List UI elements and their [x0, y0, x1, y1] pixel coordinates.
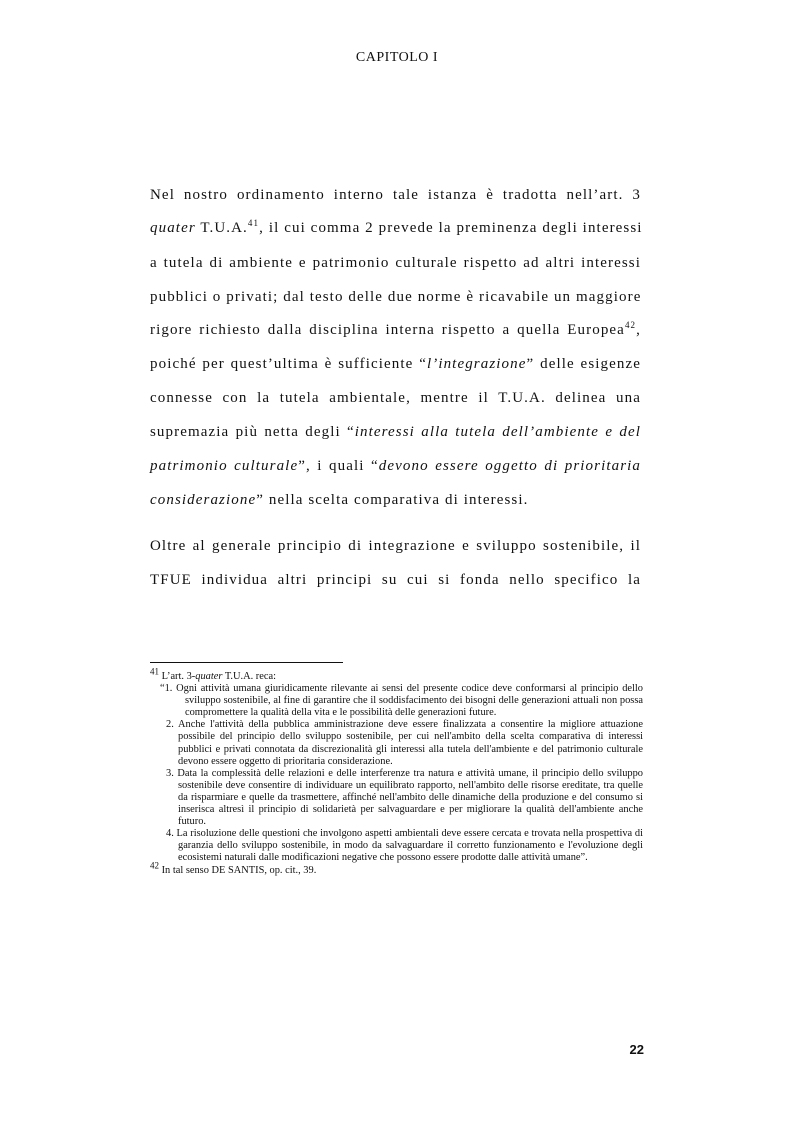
footnote-42 — [150, 860, 643, 877]
p1-line-8-a: supremazia più netta degli “ — [150, 424, 355, 440]
footnote-41-italic-quater: quater — [195, 671, 223, 682]
p1-line-6 — [150, 356, 641, 373]
p1-line-8 — [150, 424, 641, 441]
p1-italic-quater: quater — [150, 220, 196, 236]
p1-italic-integrazione: l’integrazione — [426, 356, 527, 372]
p1-line-9 — [150, 458, 641, 475]
p1-line-5-text: rigore richiesto dalla disciplina interna rispetto a quella Europea — [150, 322, 625, 338]
p1-line-9-b: ”, i quali “ — [298, 458, 379, 474]
footnote-41-intro-a: L’art. 3- — [159, 671, 196, 682]
p1-italic-considerazione: considerazione — [150, 492, 257, 508]
footnote-41-item-4: 4. La risoluzione delle questioni che involgono aspetti ambientali deve essere cercata e trovata nella prospettiva di garanzia dello sviluppo sostenibile, in modo da salvaguardare il corretto funzionamento e l'evoluzione degli ecosistemi naturali dalle modificazioni negative che possono essere prodotte dalle attività umane”. — [166, 828, 643, 864]
p1-italic-interessi: interessi alla tutela dell’ambiente e del — [354, 424, 641, 440]
page-number: 22 — [629, 1042, 644, 1057]
p1-line-5 — [150, 322, 641, 339]
p1-line-10 — [150, 492, 641, 509]
footnote-41-number: 41 — [150, 666, 159, 677]
running-header: CAPITOLO I — [355, 50, 439, 65]
footnote-41-intro-b: T.U.A. reca: — [222, 671, 276, 682]
footnote-ref-42[interactable]: 42 — [624, 320, 637, 330]
p1-line-6-a: poiché per quest’ultima è sufficiente “ — [150, 356, 427, 372]
p1-tua: T.U.A. — [195, 220, 248, 236]
footnote-ref-41[interactable]: 41 — [247, 218, 260, 228]
footnote-41-item-3: 3. Data la complessità delle relazioni e delle interferenze tra natura e attività umane, il principio dello sviluppo sostenibile deve consentire di individuare un equilibrato rapporto, nell'ambito delle risorse ereditate, tra quelle da risparmiare e quelle da trasmettere, affinché nell'ambito delle dinamiche della produzione e del consumo si inserisca altresì il principio di solidarietà per salvaguardare e per migliorare la qualità dell'ambiente anche futuro. — [166, 767, 643, 828]
p1-line-10-b: ” nella scelta comparativa di interessi. — [256, 492, 529, 508]
p1-line-2-rest: , il cui comma 2 prevede la preminenza degli interessi — [259, 220, 643, 236]
p1-line-2 — [150, 220, 641, 237]
p1-line-4: pubblici o privati; dal testo delle due norme è ricavabile un maggiore — [150, 289, 642, 305]
p2-line-2: TFUE individua altri principi su cui si fonda nello specifico la — [150, 572, 641, 588]
footnote-41-intro — [150, 666, 643, 683]
p1-line-6-b: ” delle esigenze — [526, 356, 641, 372]
p1-line-3: a tutela di ambiente e patrimonio culturale rispetto ad altri interessi — [150, 255, 641, 271]
p1-line-1: Nel nostro ordinamento interno tale istanza è tradotta nell’art. 3 — [150, 187, 641, 203]
footnote-separator — [150, 662, 343, 663]
footnote-42-text: In tal senso DE SANTIS, op. cit., 39. — [159, 864, 317, 876]
p1-line-5-rest: , — [636, 322, 641, 338]
p1-line-7: connesse con la tutela ambientale, mentre il T.U.A. delinea una — [150, 390, 641, 406]
p1-italic-patrimonio: patrimonio culturale — [150, 458, 299, 474]
footnote-42-number: 42 — [150, 860, 159, 871]
footnotes — [150, 666, 643, 877]
p1-italic-devono: devono essere oggetto di prioritaria — [378, 458, 642, 474]
footnote-41-item-2: 2. Anche l'attività della pubblica amministrazione deve essere finalizzata a consentire la migliore attuazione possibile del principio dello sviluppo sostenibile, per cui nell'ambito della scelta comparativa di interessi pubblici e privati connotata da discrezionalità gli interessi alla tutela dell'ambiente e del patrimonio culturale devono essere oggetto di prioritaria considerazione. — [166, 719, 643, 767]
p2-line-1: Oltre al generale principio di integrazione e sviluppo sostenibile, il — [150, 538, 641, 554]
footnote-41-item-1: “1. Ogni attività umana giuridicamente rilevante ai sensi del presente codice deve conformarsi al principio dello sviluppo sostenibile, al fine di garantire che il soddisfacimento dei bisogni delle generazioni attuali non possa compromettere la qualità della vita e le possibilità delle generazioni future. — [160, 683, 643, 719]
